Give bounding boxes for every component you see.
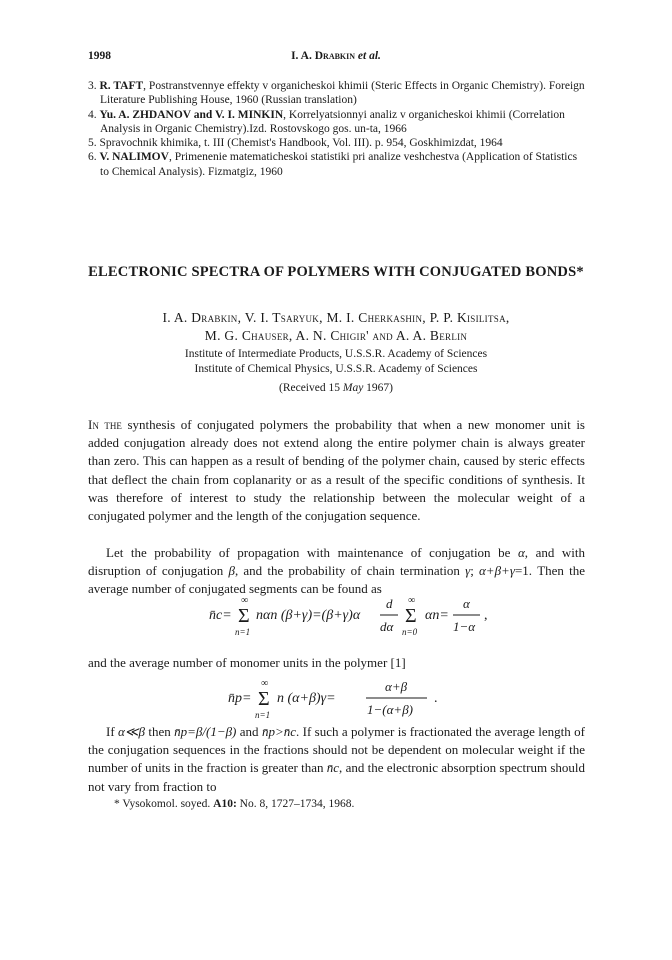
affiliation: Institute of Intermediate Products, U.S.S.R. Academy of Sciences (184, 348, 488, 360)
eq-lower-limit: n=0 (402, 627, 418, 637)
author-list (88, 309, 584, 344)
article-title: ELECTRONIC SPECTRA OF POLYMERS WITH CONJUGATED BONDS* (88, 264, 584, 280)
reference-item: 4. Yu. A. ZHDANOV and V. I. MINKIN, Korrelyatsionnyi analiz v organicheskoi khimii (Correlation Analysis in Organic Chemistry).Izd. Rostovskogo gos. un-ta, 1966 (88, 108, 565, 135)
eq-upper-limit: ∞ (241, 595, 249, 606)
eq-lhs: n̄c= (209, 608, 232, 623)
eq-frac-den: 1−α (453, 619, 476, 634)
running-head (88, 50, 584, 66)
eq-upper-limit: ∞ (408, 595, 416, 606)
eq-frac-num: α (463, 596, 470, 611)
reference-item: 6. V. NALIMOV, Primenenie matematicheskoi statistiki pri analize veshchestva (Application of Statistics to Chemical Analysis). Fizmatgiz, 1960 (88, 151, 578, 178)
eq-frac-num: α+β (385, 679, 408, 694)
body-paragraph: Let the probability of propagation with maintenance of conjugation be α, and with disruption of conjugation β, and the probability of chain termination γ; α+β+γ=1. Then the average number of conjugated segments can be found as (88, 545, 585, 597)
reference-item: 5. Spravochnik khimika, t. III (Chemist's Handbook, Vol. III). p. 954, Goskhimizdat, 1964 (88, 137, 503, 150)
eq-lower-limit: n=1 (255, 710, 271, 720)
authors-line: I. A. Drabkin, V. I. Tsaryuk, M. I. Cherkashin, P. P. Kisilitsa, (162, 310, 510, 325)
eq-upper-limit: ∞ (261, 678, 269, 689)
reference-list (88, 79, 588, 179)
eq-sum-sign: Σ (405, 605, 417, 627)
eq-frac-den: 1−(α+β) (367, 702, 414, 717)
affiliation: Institute of Chemical Physics, U.S.S.R. Academy of Sciences (194, 362, 478, 375)
eq-derivative-den: dα (380, 619, 394, 634)
eq-sum-sign: Σ (258, 688, 270, 710)
eq-term: nαn (β+γ)=(β+γ)α (256, 608, 361, 623)
eq-lhs: n̄p= (228, 691, 252, 706)
authors-line: M. G. Chauser, A. N. Chigir' and A. A. Berlin (204, 327, 468, 343)
reference-item: 3. R. TAFT, Postranstvennye effekty v organicheskoi khimii (Steric Effects in Organic Chemistry). Foreign Literature Publishing House, 1960 (Russian translation) (88, 80, 585, 107)
eq-punct: . (434, 691, 438, 706)
equation-monomer-units (88, 672, 585, 724)
running-title: I. A. Drabkin et al. (291, 50, 381, 62)
eq-term: n (α+β)γ= (277, 691, 336, 706)
received-date: (Received 15 May 1967) (278, 382, 394, 394)
equation-conjugated-segments (88, 589, 585, 641)
eq-term: αn= (425, 608, 449, 623)
eq-lower-limit: n=1 (235, 627, 251, 637)
eq-punct: , (484, 608, 488, 623)
body-paragraph: and the average number of monomer units in the polymer [1] (88, 655, 406, 670)
footnote: * Vysokomol. soyed. A10: No. 8, 1727–1734, 1968. (114, 798, 355, 810)
eq-derivative-num: d (386, 596, 393, 611)
body-paragraph: If α≪β then n̄p=β/(1−β) and n̄p>n̄c. If such a polymer is fractionated the average length of the conjugation sequences in the fractions should not be dependent on molecular weight if the number of units in the fraction is greater than n̄c, and the electronic absorption spectrum should not vary from fraction to (88, 724, 585, 794)
body-paragraph: In the synthesis of conjugated polymers the probability that when a new monomer unit is added conjugation already does not extend along the entire polymer chain is always greater than zero. This can happen as a result of bending of the polymer chain, caused by steric effects that deflect the chain from coplanarity or as a result of the specific conditions of synthesis. It was therefore of interest to study the relationship between the molecular weight of a conjugated polymer and the length of the conjugation sequence. (88, 417, 585, 524)
affiliations (88, 347, 584, 376)
eq-sum-sign: Σ (238, 605, 250, 627)
page-number: 1998 (88, 50, 111, 62)
